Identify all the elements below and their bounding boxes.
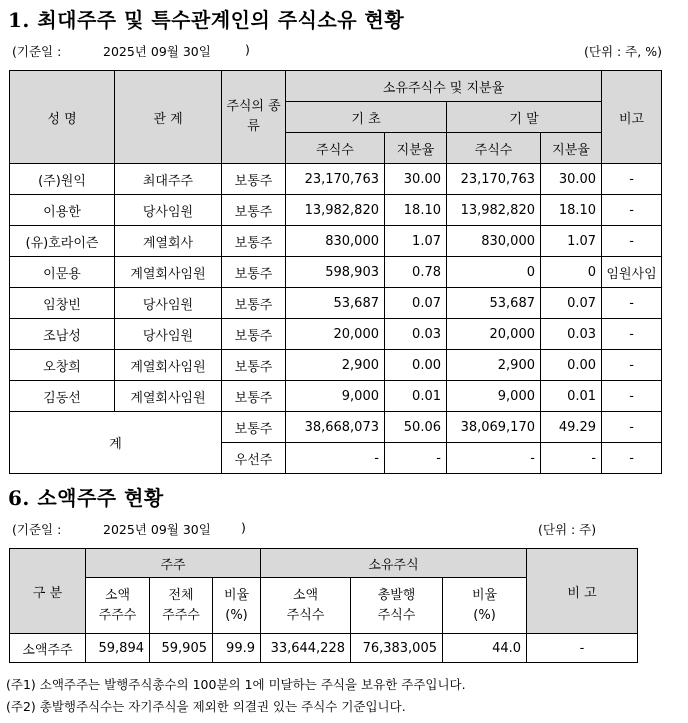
cell-begin-ratio: 18.10 [385,195,447,226]
total-common-end-ratio: 49.29 [541,412,602,443]
cell-begin-ratio: 0.00 [385,350,447,381]
header-stock-type: 주식의 종류 [222,71,286,164]
header-relation: 관 계 [115,71,222,164]
cell-relation: 당사임원 [115,288,222,319]
cell-begin-shares: 20,000 [286,319,385,350]
total-common-remark: - [602,412,662,443]
section1-basis-date: 2025년 09월 30일 [103,44,211,59]
cell-end-shares: 0 [447,257,541,288]
cell-begin-ratio: 1.07 [385,226,447,257]
cell-begin-shares: 830,000 [286,226,385,257]
cell-name: 김동선 [10,381,115,412]
header-total-holders: 전체 주주수 [150,578,213,634]
cell-begin-ratio: 30.00 [385,164,447,195]
total-common-type: 보통주 [222,412,286,443]
total-common-begin-shares: 38,668,073 [286,412,385,443]
section1-basis-close: ) [245,42,250,57]
cell-stock-type: 보통주 [222,288,286,319]
cell-relation: 당사임원 [115,195,222,226]
cell-relation: 당사임원 [115,319,222,350]
cell-name: 조남성 [10,319,115,350]
cell-begin-shares: 23,170,763 [286,164,385,195]
cell-relation: 계열회사임원 [115,350,222,381]
cell-end-ratio: 0.01 [541,381,602,412]
row-holders-ratio: 99.9 [213,634,261,663]
cell-remark: - [602,164,662,195]
section6-title: 6. 소액주주 현황 [8,486,164,510]
cell-end-shares: 2,900 [447,350,541,381]
header-category: 구 분 [10,549,86,634]
cell-begin-shares: 598,903 [286,257,385,288]
header-end: 기 말 [447,102,602,133]
cell-remark: 임원사임 [602,257,662,288]
cell-relation: 계열회사 [115,226,222,257]
header-remark: 비고 [602,71,662,164]
cell-begin-shares: 53,687 [286,288,385,319]
cell-stock-type: 보통주 [222,164,286,195]
section1-basis-label: (기준일 : [12,44,62,59]
cell-relation: 계열회사임원 [115,257,222,288]
cell-remark: - [602,381,662,412]
header-minor-holders: 소액 주주수 [86,578,150,634]
header-holders: 주주 [86,549,261,578]
cell-remark: - [602,319,662,350]
table-row [10,350,662,381]
cell-relation: 계열회사임원 [115,381,222,412]
section6-basis-close: ) [241,520,246,535]
cell-stock-type: 보통주 [222,381,286,412]
header-begin-ratio: 지분율 [385,133,447,164]
total-preferred-remark: - [602,443,662,474]
row-minor-holders: 59,894 [86,634,150,663]
row-minor-shares: 33,644,228 [261,634,351,663]
cell-begin-shares: 9,000 [286,381,385,412]
cell-begin-shares: 2,900 [286,350,385,381]
total-preferred-end-shares: - [447,443,541,474]
cell-remark: - [602,350,662,381]
cell-name: (유)호라이즌 [10,226,115,257]
section6-basis-date: 2025년 09월 30일 [103,522,211,537]
header-shares-ratio: 비율 (%) [443,578,527,634]
cell-end-shares: 9,000 [447,381,541,412]
header-issued-shares: 총발행 주식수 [351,578,443,634]
cell-name: 이문용 [10,257,115,288]
table-row [10,164,662,195]
table-row [10,226,662,257]
cell-begin-ratio: 0.03 [385,319,447,350]
table-row [10,195,662,226]
cell-remark: - [602,288,662,319]
cell-name: 임창빈 [10,288,115,319]
cell-begin-ratio: 0.78 [385,257,447,288]
cell-stock-type: 보통주 [222,319,286,350]
footnote-2: (주2) 총발행주식수는 자기주식을 제외한 의결권 있는 주식수 기준입니다. [6,699,406,714]
header-end-shares: 주식수 [447,133,541,164]
header-minor-shares: 소액 주식수 [261,578,351,634]
cell-remark: - [602,195,662,226]
total-preferred-type: 우선주 [222,443,286,474]
total-preferred-begin-shares: - [286,443,385,474]
header-begin-shares: 주식수 [286,133,385,164]
cell-end-shares: 53,687 [447,288,541,319]
footnote-1: (주1) 소액주주는 발행주식총수의 100분의 1에 미달하는 주식을 보유한 주주입니다. [6,677,466,692]
table-row [10,381,662,412]
row-category: 소액주주 [10,634,86,663]
header-holdings: 소유주식수 및 지분율 [286,71,602,102]
cell-end-ratio: 0.00 [541,350,602,381]
cell-end-ratio: 18.10 [541,195,602,226]
header-remark: 비 고 [527,549,638,634]
section6-basis-label: (기준일 : [12,522,62,537]
row-issued-shares: 76,383,005 [351,634,443,663]
cell-end-ratio: 0.03 [541,319,602,350]
total-common-begin-ratio: 50.06 [385,412,447,443]
cell-end-shares: 830,000 [447,226,541,257]
header-end-ratio: 지분율 [541,133,602,164]
table-row [10,288,662,319]
cell-name: (주)원익 [10,164,115,195]
cell-name: 이용한 [10,195,115,226]
header-owned-shares: 소유주식 [261,549,527,578]
cell-end-ratio: 0 [541,257,602,288]
cell-name: 오창희 [10,350,115,381]
total-preferred-begin-ratio: - [385,443,447,474]
row-shares-ratio: 44.0 [443,634,527,663]
header-begin: 기 초 [286,102,447,133]
table-row [10,257,662,288]
cell-begin-shares: 13,982,820 [286,195,385,226]
cell-stock-type: 보통주 [222,257,286,288]
major-shareholders-table [9,70,662,474]
cell-end-shares: 20,000 [447,319,541,350]
cell-remark: - [602,226,662,257]
row-total-holders: 59,905 [150,634,213,663]
header-name: 성 명 [10,71,115,164]
cell-begin-ratio: 0.01 [385,381,447,412]
header-holders-ratio: 비율 (%) [213,578,261,634]
cell-end-shares: 23,170,763 [447,164,541,195]
total-label: 계 [10,412,222,474]
cell-end-ratio: 1.07 [541,226,602,257]
section1-unit: (단위 : 주, %) [584,44,662,59]
row-remark: - [527,634,638,663]
total-preferred-end-ratio: - [541,443,602,474]
table-row [10,319,662,350]
cell-stock-type: 보통주 [222,195,286,226]
section6-unit: (단위 : 주) [538,522,597,537]
cell-stock-type: 보통주 [222,350,286,381]
cell-begin-ratio: 0.07 [385,288,447,319]
cell-stock-type: 보통주 [222,226,286,257]
cell-end-shares: 13,982,820 [447,195,541,226]
section1-title: 1. 최대주주 및 특수관계인의 주식소유 현황 [8,8,405,32]
minority-shareholders-table [9,548,638,663]
cell-end-ratio: 0.07 [541,288,602,319]
cell-end-ratio: 30.00 [541,164,602,195]
total-common-end-shares: 38,069,170 [447,412,541,443]
cell-relation: 최대주주 [115,164,222,195]
